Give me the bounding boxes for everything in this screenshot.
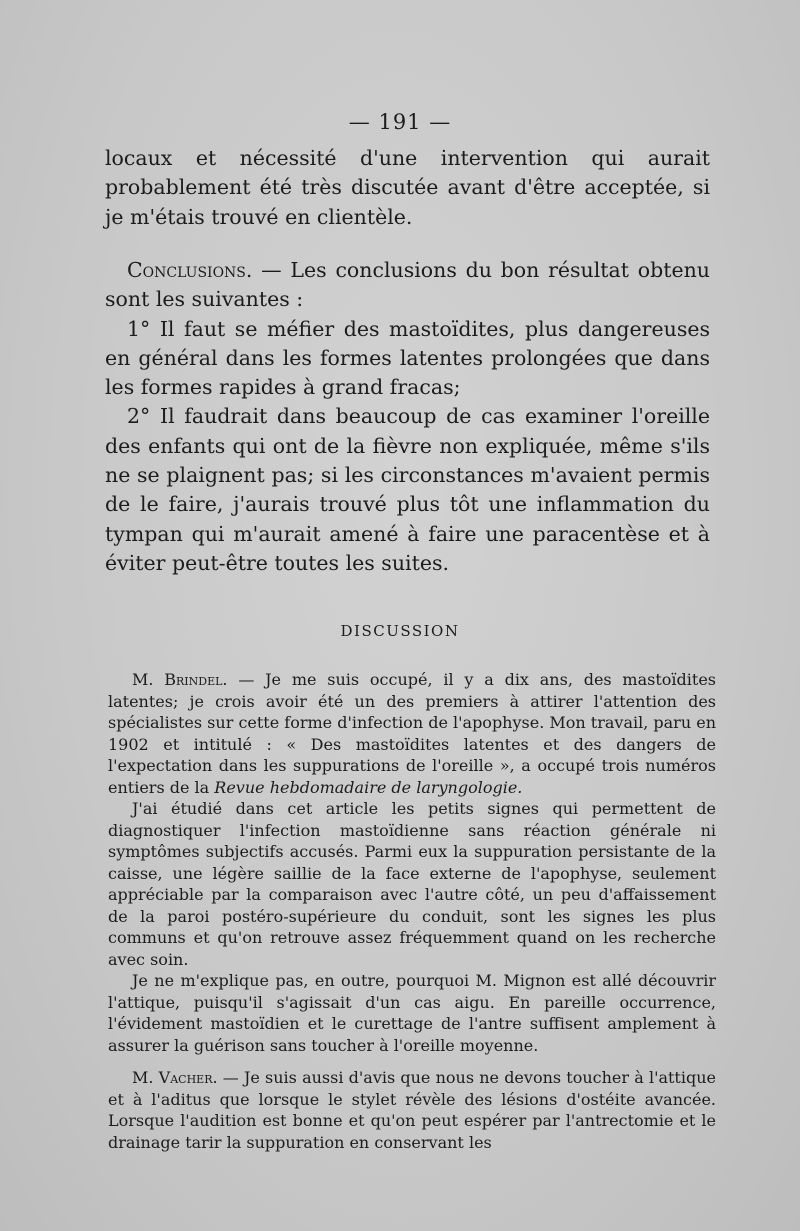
- page-number: — 191 —: [348, 110, 452, 134]
- brindel-speaker: M. Brindel.: [132, 670, 228, 689]
- conclusion-item-1: 1° Il faut se méfier des mastoïdites, plus dangereuses en général dans les formes latentes prolongées que dans les formes rapides à grand fracas;: [105, 316, 710, 400]
- brindel-paragraph-1: [108, 669, 716, 798]
- conclusions-intro: — Les conclusions du bon résultat obtenu sont les suivantes :: [105, 258, 710, 312]
- brindel-paragraph-3: Je ne m'explique pas, en outre, pourquoi M. Mignon est allé découvrir l'attique, puisqu'il s'agissait d'un cas aigu. En pareille occurrence, l'évidement mastoïdien et le curettage de l'antre suffisent amplement à assurer la guérison sans toucher à l'oreille moyenne.: [108, 971, 716, 1055]
- conclusions-section: [105, 256, 710, 578]
- discussion-heading: DISCUSSION: [340, 622, 460, 640]
- brindel-paragraph-2: J'ai étudié dans cet article les petits signes qui permettent de diagnostiquer l'infection mastoïdienne sans réaction générale ni symptômes subjectifs accusés. Parmi eux la suppuration persistante de la caisse, une légère saillie de la face externe de l'apophyse, seulement appréciable par la comparaison avec l'autre côté, un peu d'affaissement de la paroi postéro-supérieure du conduit, sont les signes les plus communs et qu'on retrouve assez fréquemment quand on les recherche avec soin.: [108, 799, 716, 969]
- vacher-paragraph: [108, 1067, 716, 1153]
- conclusion-item-2: 2° Il faudrait dans beaucoup de cas examiner l'oreille des enfants qui ont de la fièvre non expliquée, même s'ils ne se plaignent pas; si les circonstances m'avaient permis de le faire, j'aurais trouvé plus tôt une inflammation du tympan qui m'aurait amené à faire une paracentèse et à éviter peut-être toutes les suites.: [105, 404, 710, 575]
- brindel-p1-text: — Je me suis occupé, il y a dix ans, des mastoïdites latentes; je crois avoir été un des premiers à attirer l'attention des spécialistes sur cette forme d'infection de l'apophyse. Mon travail, paru en 1902 et intitulé : « Des mastoïdites latentes et des dangers de l'expectation dans les suppurations de l'oreille », a occupé trois numéros entiers de la: [108, 670, 716, 797]
- journal-title: Revue hebdomadaire de laryngologie.: [214, 777, 523, 797]
- intro-paragraph: locaux et nécessité d'une intervention qui aurait probablement été très discutée avant d'être acceptée, si je m'étais trouvé en clientèle.: [105, 146, 710, 229]
- conclusions-label: Conclusions.: [127, 258, 253, 282]
- vacher-statement: [108, 1067, 716, 1153]
- brindel-statement: [108, 669, 716, 1056]
- vacher-speaker: M. Vacher.: [132, 1068, 218, 1087]
- conclusions-paragraph: [105, 256, 710, 315]
- intro-paragraph-block: [105, 144, 710, 232]
- vacher-text: — Je suis aussi d'avis que nous ne devons toucher à l'attique et à l'aditus que lorsque le stylet révèle des lésions d'ostéite avancée. Lorsque l'audition est bonne et qu'on peut espérer par l'antrectomie et le drainage tarir la suppuration en conservant les: [108, 1068, 716, 1152]
